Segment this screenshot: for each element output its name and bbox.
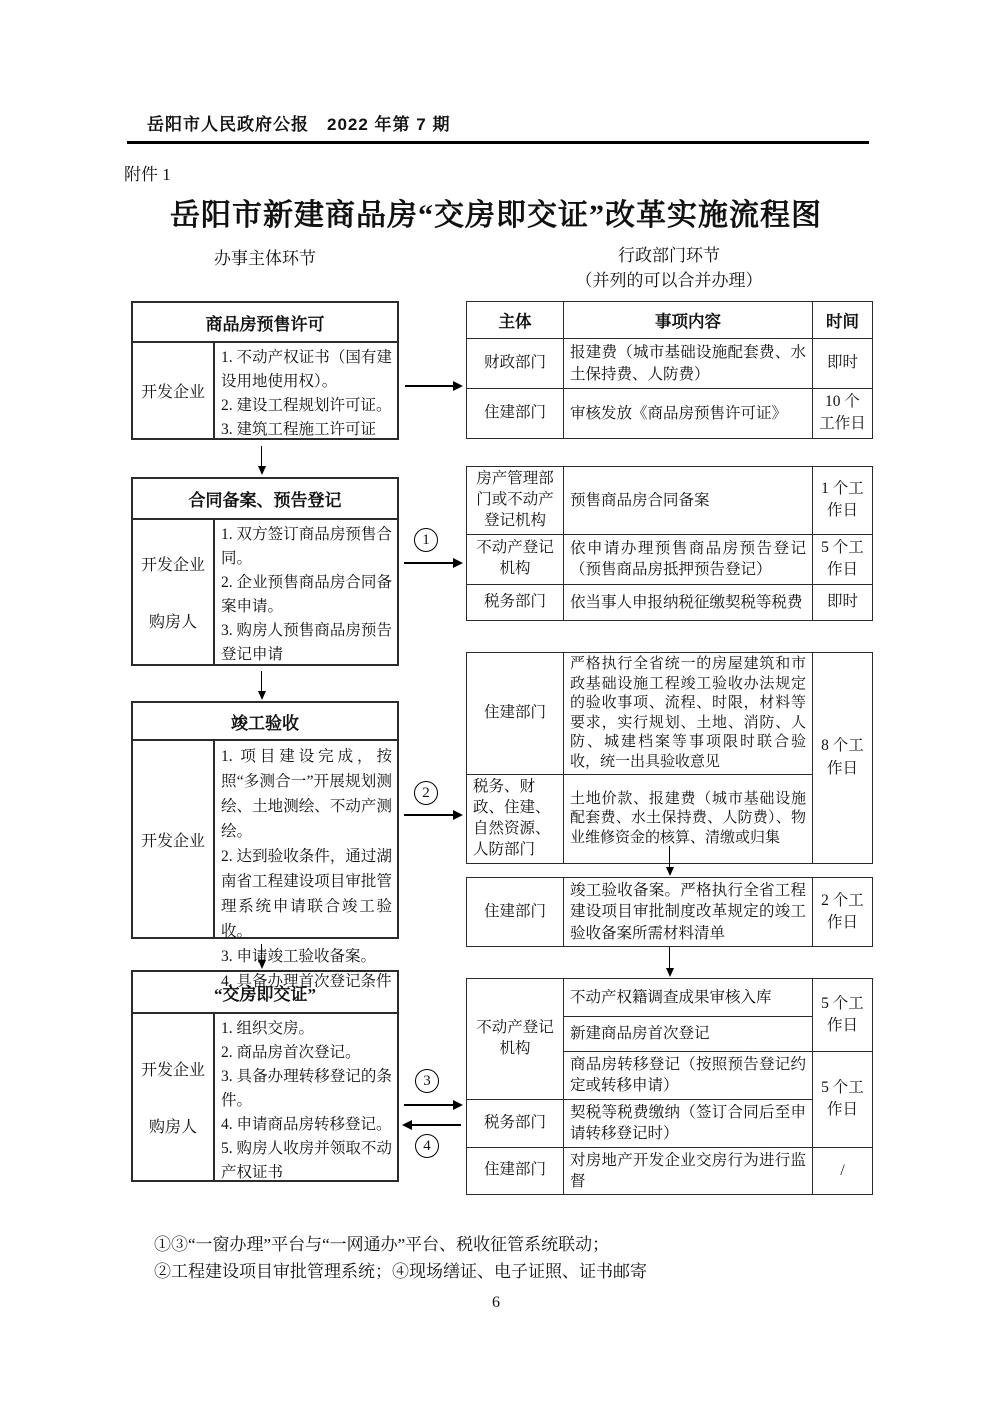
circled-number-2 (414, 781, 438, 805)
attachment-label: 附件 1 (124, 165, 171, 184)
requirement-list (215, 741, 397, 990)
requirement-list (215, 520, 397, 664)
actor-cell (133, 343, 215, 438)
requirement-item: 1. 不动产权证书（国有建设用地使用权）。 (221, 349, 392, 390)
flow-box-title: “交房即交证” (133, 972, 397, 1014)
arrow-down-box3-box4 (261, 944, 262, 967)
circled-number-text: 1 (422, 531, 430, 548)
arrow-left-step4 (404, 1124, 461, 1126)
actor-label: 购房人 (148, 1119, 197, 1136)
agency-cell: 住建部门 (467, 389, 564, 439)
requirement-item: 3. 具备办理转移登记的条件。 (221, 1068, 392, 1109)
requirement-item: 2. 达到验收条件，通过湖南省工程建设项目审批管理系统申请联合竣工验收。 (221, 848, 392, 940)
actor-label: 开发企业 (140, 384, 205, 401)
actor-label: 开发企业 (140, 557, 205, 574)
arrow-right-step2 (404, 562, 461, 564)
time-cell: 10 个工作日 (813, 389, 873, 439)
requirement-item: 2. 商品房首次登记。 (221, 1044, 361, 1061)
agency-cell: 房产管理部门或不动产登记机构 (467, 467, 564, 535)
col-header-time: 时间 (813, 302, 873, 339)
arrow-right-step4 (404, 1104, 461, 1106)
content-cell: 新建商品房首次登记 (564, 1017, 813, 1052)
masthead: 岳阳市人民政府公报 2022 年第 7 期 (147, 115, 451, 134)
flow-box-title: 商品房预售许可 (133, 303, 397, 343)
circled-number-text: 3 (423, 1072, 431, 1089)
right-column-heading-line1: 行政部门环节 (618, 246, 720, 265)
time-cell: 5 个工作日 (813, 1052, 873, 1148)
col-header-agency: 主体 (467, 302, 564, 339)
flow-box-completion-acceptance (131, 701, 399, 990)
page-number: 6 (492, 1294, 500, 1311)
content-cell: 审核发放《商品房预售许可证》 (564, 389, 813, 439)
table-presale-permit (466, 301, 873, 439)
flow-box-contract-filing (131, 477, 399, 666)
circled-number-1 (414, 528, 438, 552)
requirement-item: 1. 组织交房。 (221, 1020, 315, 1037)
table-contract-filing (466, 466, 873, 621)
col-header-content: 事项内容 (564, 302, 813, 339)
agency-cell: 住建部门 (467, 653, 564, 775)
content-cell: 严格执行全省统一的房屋建筑和市政基础设施工程竣工验收办法规定的验收事项、流程、时限，材料等要求，实行规划、土地、消防、人防、城建档案等事项限时联合验收，统一出具验收意见 (564, 653, 813, 775)
requirement-item: 4. 具备办理首次登记条件 (221, 973, 392, 990)
requirement-item: 1. 项目建设完成，按照“多测合一”开展规划测绘、土地测绘、不动产测绘。 (221, 748, 392, 840)
right-column-heading-line2: （并列的可以合并办理） (575, 271, 763, 290)
requirement-item: 1. 双方签订商品房预售合同。 (221, 526, 392, 567)
actor-label: 开发企业 (140, 1062, 205, 1079)
content-cell: 竣工验收备案。严格执行全省工程建设项目审批制度改革规定的竣工验收备案所需材料清单 (564, 878, 813, 947)
table-acceptance-filing (466, 877, 873, 947)
actor-cell (133, 1014, 215, 1180)
right-column-heading (466, 243, 872, 293)
content-cell: 预售商品房合同备案 (564, 467, 813, 535)
arrow-down-box1-box2 (261, 446, 262, 473)
time-cell: 1 个工作日 (813, 467, 873, 535)
requirement-item: 4. 申请商品房转移登记。 (221, 1116, 392, 1133)
footnote-line: ②工程建设项目审批管理系统；④现场缮证、电子证照、证书邮寄 (154, 1262, 647, 1281)
time-cell: 2 个工作日 (813, 878, 873, 947)
requirement-item: 3. 购房人预售商品房预告登记申请 (221, 622, 392, 663)
time-cell: 5 个工作日 (813, 534, 873, 584)
time-cell: 5 个工作日 (813, 979, 873, 1052)
time-cell: 即时 (813, 584, 873, 620)
arrow-down-table3-table4 (669, 846, 670, 874)
agency-cell: 税务部门 (467, 1099, 564, 1147)
page-title: 岳阳市新建商品房“交房即交证”改革实施流程图 (170, 199, 822, 232)
actor-label: 购房人 (148, 614, 197, 631)
time-cell: 即时 (813, 339, 873, 389)
circled-number-text: 2 (422, 784, 430, 801)
requirement-item: 3. 建筑工程施工许可证 (221, 421, 377, 438)
agency-cell: 不动产登记机构 (467, 534, 564, 584)
content-cell: 不动产权籍调查成果审核入库 (564, 979, 813, 1017)
arrow-down-box2-box3 (261, 671, 262, 698)
requirement-list (215, 343, 397, 438)
flow-box-title: 竣工验收 (133, 703, 397, 741)
requirement-item: 2. 建设工程规划许可证。 (221, 397, 392, 414)
agency-cell: 税务、财政、住建、自然资源、人防部门 (467, 775, 564, 864)
content-cell: 契税等税费缴纳（签订合同后至申请转移登记时） (564, 1099, 813, 1147)
arrow-down-table4-table5 (669, 947, 670, 975)
requirement-item: 2. 企业预售商品房合同备案申请。 (221, 574, 392, 615)
left-column-heading: 办事主体环节 (214, 249, 316, 268)
flow-box-delivery-certificate (131, 970, 399, 1182)
requirement-item: 3. 申请竣工验收备案。 (221, 948, 377, 965)
agency-cell: 住建部门 (467, 878, 564, 947)
time-cell: / (813, 1147, 873, 1195)
agency-cell: 住建部门 (467, 1147, 564, 1195)
requirement-item: 5. 购房人收房并领取不动产权证书 (221, 1140, 392, 1181)
content-cell: 依申请办理预售商品房预告登记（预售商品房抵押预告登记） (564, 534, 813, 584)
table-registration (466, 978, 873, 1195)
content-cell: 依当事人申报纳税征缴契税等税费 (564, 584, 813, 620)
masthead-rule (127, 141, 869, 144)
agency-cell: 税务部门 (467, 584, 564, 620)
agency-cell: 财政部门 (467, 339, 564, 389)
content-cell: 对房地产开发企业交房行为进行监督 (564, 1147, 813, 1195)
time-cell: 8 个工作日 (813, 653, 873, 864)
content-cell: 土地价款、报建费（城市基础设施配套费、水土保持费、人防费）、物业维修资金的核算、清缴或归集 (564, 775, 813, 864)
footnote-line: ①③“一窗办理”平台与“一网通办”平台、税收征管系统联动； (154, 1235, 610, 1254)
arrow-right-step3 (404, 814, 461, 816)
table-joint-acceptance (466, 652, 873, 864)
circled-number-4 (415, 1134, 439, 1158)
circled-number-3 (415, 1069, 439, 1093)
flow-box-presale-permit (131, 301, 399, 440)
actor-label: 开发企业 (140, 832, 205, 850)
actor-cell (133, 520, 215, 664)
actor-cell (133, 741, 215, 937)
flow-box-title: 合同备案、预告登记 (133, 479, 397, 520)
circled-number-text: 4 (423, 1137, 431, 1154)
requirement-list (215, 1014, 397, 1180)
footnotes (154, 1231, 874, 1285)
content-cell: 报建费（城市基础设施配套费、水土保持费、人防费） (564, 339, 813, 389)
content-cell: 商品房转移登记（按照预告登记约定或转移申请） (564, 1052, 813, 1100)
arrow-right-step1 (405, 385, 461, 387)
agency-cell: 不动产登记机构 (467, 979, 564, 1100)
